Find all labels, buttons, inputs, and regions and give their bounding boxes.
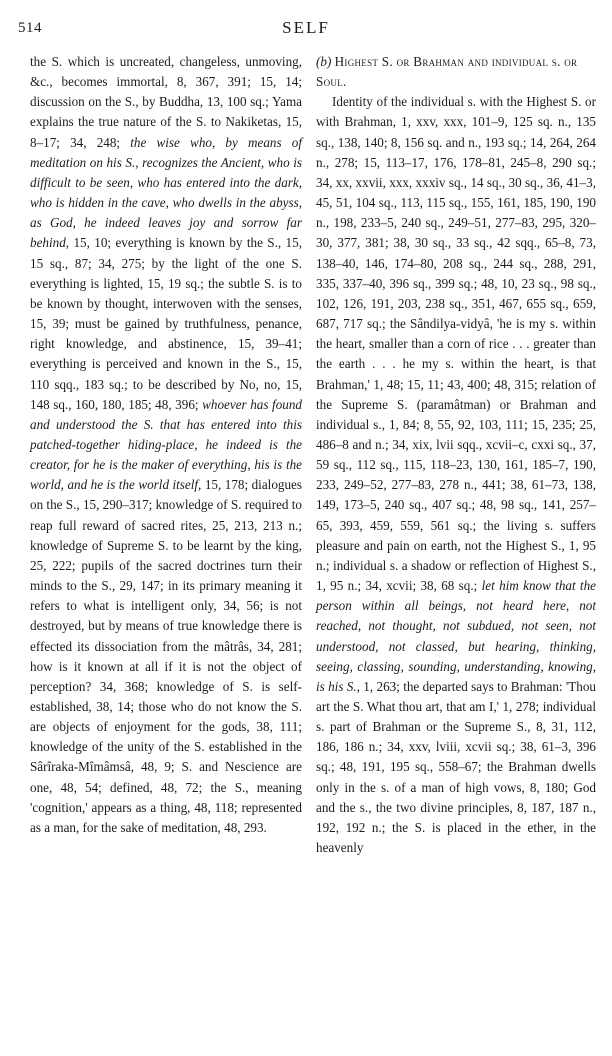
index-text: 15, 178; dialogues on the S., 15, 290–317; knowledge of S. required to reap full reward of sacred rites, 25, 213, 213 n.; knowledge of Supreme S. to be learnt by the king, 25, 222; pupils of the sacred doctrines turn their minds to the S., 29, 147; in its primary meaning it refers to what is intelligent only, 34, 56; is not destroyed, but by means of true knowledge there is effected its dissociation from the mâtrâs, 34, 281; how is it known at all if it is not the object of perception? 34, 368; knowledge of S. is self-established, 38, 14; those who do not know the S. are objects of enjoyment for the gods, 38, 111; knowledge of the unity of the S. established in the Sârîraka-Mîmâmsâ, 48, 9; S. and Nescience are one, 48, 54; defined, 48, 72; the S., meaning 'cognition,' appears as a thing, 48, 118; represented as a man, for the sake of meditation, 48, 293. bbox=[30, 477, 302, 835]
section-heading bbox=[316, 52, 596, 92]
page-number: 514 bbox=[18, 20, 42, 36]
index-quote-italic: the wise who, by means of meditation on his S., recognizes the Ancient, who is difficult to be seen, who has entered into the dark, who is hidden in the cave, who dwells in the abyss, as God, he indeed leaves joy and sorrow far behind, bbox=[30, 134, 302, 251]
index-text: the S. which is uncreated, changeless, unmoving, &c., becomes immortal, 8, 367, 391; 15, 14; discussion on the S., by Buddha, 13, 100 sq.; Yama explains the true nature of the S. to Nakiketas, 15, 8–17; 34, 248; bbox=[30, 54, 302, 150]
index-quote-italic: whoever has found and understood the S. that has entered into this patched-together hiding-place, he indeed is the creator, for he is the maker of everything, his is the world, and he is the world itself, bbox=[30, 396, 302, 493]
left-column bbox=[30, 52, 302, 838]
index-text: Identity of the individual s. with the Highest S. or with Brahman, 1, xxv, xxx, 101–9, 125 sq. n., 135 sq., 138, 140; 8, 156 sq. and n., 193 sq.; 14, 264, 264 n., 278; 15, 113–17, 176, 178–81, 245–8, 290 sq.; 34, xx, xxvii, xxx, xxxiv sq., 14 sq., 30 sq., 36, 41–3, 45, 51, 104 sq., 113, 115 sq., 155, 161, 185, 190, 190 n., 198, 233–5, 240 sq., 249–51, 277–83, 295, 320–30, 377, 381; 38, 30 sq., 33 sq., 42 sqq., 65–8, 73, 138–40, 146, 174–80, 208 sq., 244 sq., 288, 291, 335, 337–40, 396 sq., 399 sq.; 48, 10, 23 sq., 98 sq., 102, 126, 191, 203, 238 sq., 351, 467, 655 sq., 659, 687, 717 sq.; the Sândilya-vidyâ, 'he is my s. within the heart, smaller than a corn of rice . . . greater than the earth . . . he my s. within the heart, is that Brahman,' 1, 48; 15, 11; 43, 400; 48, 315; relation of the Supreme S. (paramâtman) or Brahman and individual s., 1, 84; 8, 55, 92, 103, 111; 15, 235; 25, 486–8 and n.; 34, xix, lvii sqq., xcvii–c, cxxi sq., 37, 59 sq., 112 sq., 115, 118–23, 130, 161, 185–7, 190, 233, 249–52, 277–83, 278 n., 441; 38, 61–73, 138, 149, 173–5, 240 sq., 407 sq.; 48, 98 sq., 141, 257–65, 393, 459, 559, 561 sq.; the living s. suffers pleasure and pain on earth, not the Highest S., 1, 95 n.; individual s. a shadow or reflection of Highest S., 1, 95 n.; 34, xcvii; 38, 68 sq.; bbox=[316, 94, 596, 594]
index-quote-italic: let him know that the person within all beings, not heard here, not reached, not thought, not subdued, not seen, not understood, not classed, but hearing, thinking, seeing, classing, sounding, understanding, knowing, is his S., bbox=[316, 578, 596, 694]
section-label: (b) bbox=[316, 54, 332, 69]
section-title: Highest S. or Brahman and individual s. or Soul. bbox=[316, 54, 578, 90]
right-column-paragraph bbox=[316, 92, 596, 858]
left-column-paragraph bbox=[30, 52, 302, 838]
running-title: SELF bbox=[282, 18, 330, 37]
right-column bbox=[316, 52, 596, 858]
index-text: 1, 263; the departed says to Brahman: 'Thou art the S. What thou art, that am I,' 1, 278; individual s. part of Brahman or the Supreme S., 8, 31, 112, 186, 186 n.; 34, xxv, lviii, xcvii sq.; 38, 61–3, 396 sq.; 48, 191, 195 sq., 558–67; the Brahman dwells only in the s. of a man of high vows, 8, 180; God and the s., the two divine principles, 8, 187, 187 n., 192, 192 n.; the S. is placed in the ether, in the heavenly bbox=[316, 678, 597, 856]
index-text: 15, 10; everything is known by the S., 15, 15 sq., 87; 34, 275; by the light of the one S. everything is lighted, 15, 19 sq.; the subtle S. is to be known by thought, interwoven with the senses, 15, 39; must be gained by truthfulness, penance, right knowledge, and abstinence, 15, 39–41; everything is perceived and known in the S., 15, 110 sqq., 183 sq.; to be described by No, no, 15, 148 sq., 160, 180, 185; 48, 396; bbox=[30, 235, 302, 412]
